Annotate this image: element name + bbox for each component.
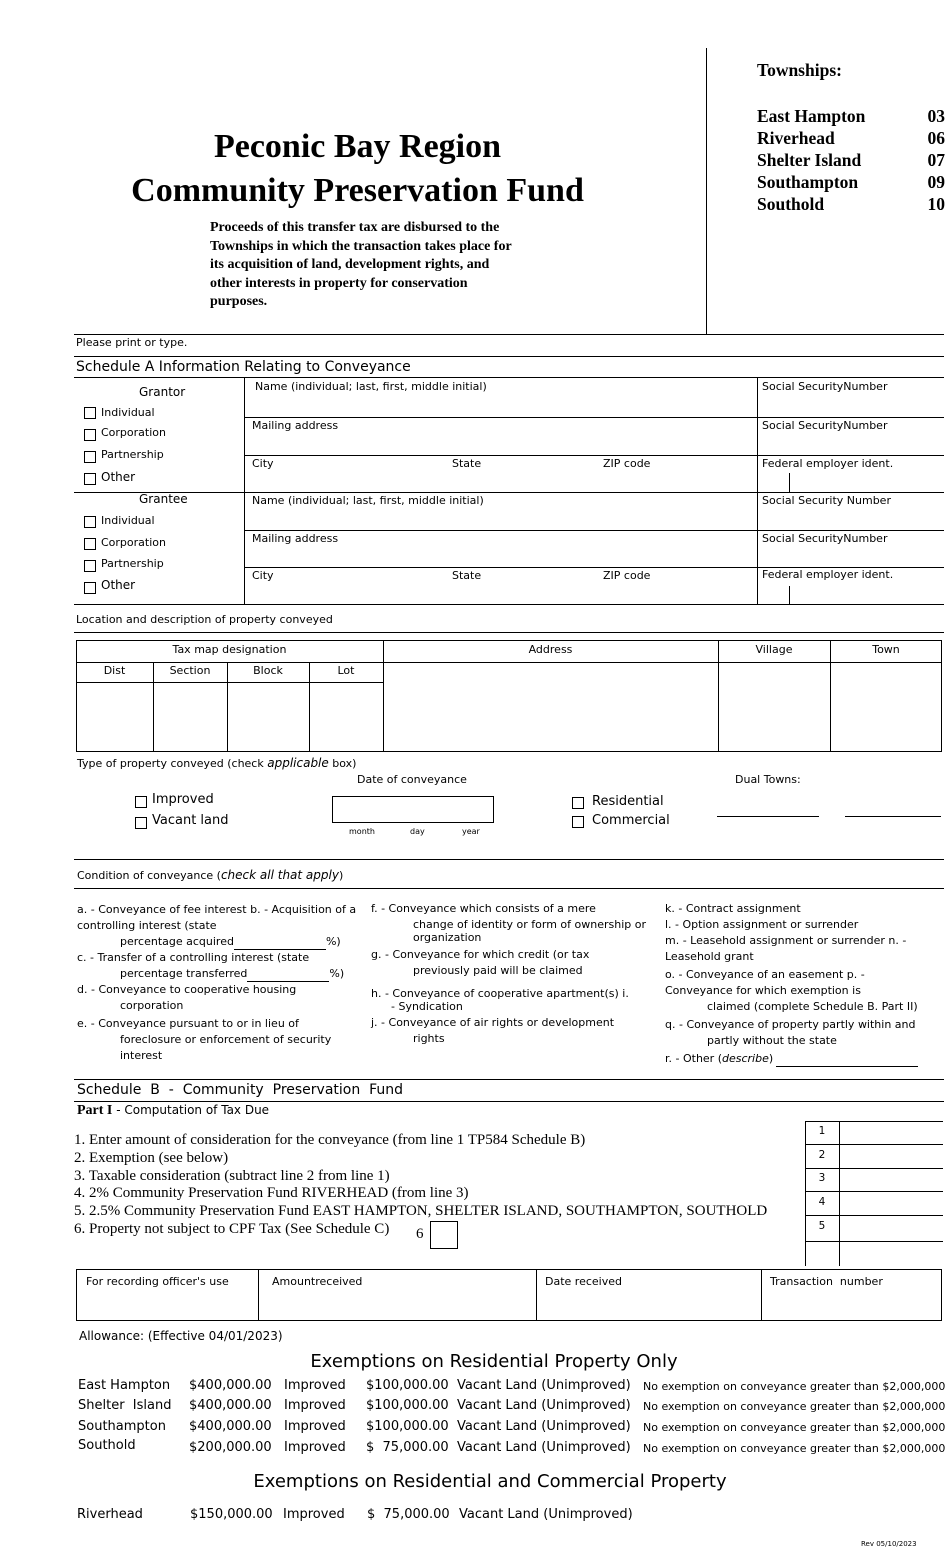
commercial-checkbox[interactable] [572, 816, 584, 828]
year-label: year [462, 827, 480, 836]
condition-column-3: k. - Contract assignment l. - Option assignment or surrender m. - Leasehold assignment or surrender n. - Leasehold grant o. - Conveyance of an easement p. - Conveyance for which exemption is claimed (complete Schedule B. Part II) q. - Conveyance of property partly within and partly without the state r. - Other (describe) [665, 902, 918, 1065]
dual-town-field-1[interactable] [717, 816, 819, 817]
township-row: Southold 10 [757, 194, 945, 214]
amount-received-label: Amountreceived [272, 1275, 363, 1288]
grantee-label: Grantee [139, 492, 188, 506]
section-header: Section [169, 664, 211, 677]
townships-panel [757, 60, 945, 216]
dist-field[interactable] [77, 683, 153, 751]
grantor-ssn2-label: Social SecurityNumber [762, 419, 888, 432]
grantee-individual-label: Individual [101, 514, 155, 527]
residential-checkbox[interactable] [572, 797, 584, 809]
grantor-individual-label: Individual [101, 406, 155, 419]
allowance-label: Allowance: (Effective 04/01/2023) [79, 1329, 283, 1343]
tax-map-header: Tax map designation [172, 643, 287, 656]
grantee-state-label: State [452, 569, 482, 582]
grantee-zip-label: ZIP code [603, 569, 651, 582]
part-i-label: Part I - Computation of Tax Due [77, 1103, 270, 1118]
grantee-city-label: City [252, 569, 274, 582]
residential-commercial-exemptions-title: Exemptions on Residential and Commercial Property [253, 1471, 727, 1492]
line6-checkbox[interactable] [430, 1221, 458, 1249]
percentage-transferred-field[interactable] [247, 970, 329, 982]
form-title-line1: Peconic Bay Region [213, 128, 502, 165]
address-field[interactable] [384, 663, 718, 751]
vacant-land-label: Vacant land [152, 813, 229, 828]
grantee-ssn-label: Social Security Number [762, 494, 891, 507]
grantor-city-label: City [252, 457, 274, 470]
recording-officer-label: For recording officer's use [86, 1275, 229, 1288]
line6-number: 6 [416, 1226, 424, 1242]
township-row: Southampton 09 [757, 172, 945, 192]
grantor-corporation-checkbox[interactable] [84, 429, 96, 441]
grantee-individual-checkbox[interactable] [84, 516, 96, 528]
dual-town-field-2[interactable] [845, 816, 941, 817]
line5-amount-field[interactable] [840, 1216, 942, 1240]
grantor-individual-checkbox[interactable] [84, 407, 96, 419]
grantor-mailing-label: Mailing address [252, 419, 339, 432]
grantee-corporation-label: Corporation [101, 536, 166, 549]
property-type-label: Type of property conveyed (check applicable box) [77, 756, 357, 770]
section-field[interactable] [154, 683, 227, 751]
line4-amount-field[interactable] [840, 1192, 942, 1214]
form-title-line2: Community Preservation Fund [131, 172, 584, 209]
town-field[interactable] [831, 663, 941, 751]
address-header: Address [528, 643, 573, 656]
grantee-other-checkbox[interactable] [84, 582, 96, 594]
grantor-other-checkbox[interactable] [84, 473, 96, 485]
transaction-number-label: Transaction number [770, 1275, 883, 1288]
grantor-partnership-label: Partnership [101, 448, 164, 461]
village-field[interactable] [719, 663, 830, 751]
town-header: Town [872, 643, 900, 656]
lot-header: Lot [337, 664, 355, 677]
grantor-corporation-label: Corporation [101, 426, 166, 439]
grantor-name-label: Name (individual; last, first, middle initial) [255, 380, 487, 393]
other-describe-field[interactable] [776, 1055, 918, 1067]
condition-column-1: a. - Conveyance of fee interest b. - Acquisition of a controlling interest (state percentage acquired %) c. - Transfer of a controlling interest (state percentage transferred %) d. - Conveyance to cooperative housing corporation e. - Conveyance pursuant to or in lieu of foreclosure or enforcement of security interest [77, 903, 357, 1062]
lot-field[interactable] [310, 683, 383, 751]
grantee-ssn2-label: Social SecurityNumber [762, 532, 888, 545]
print-note: Please print or type. [76, 336, 188, 349]
box-number-4: 4 [818, 1196, 826, 1208]
line2-amount-field[interactable] [840, 1145, 942, 1167]
box-number-2: 2 [818, 1149, 826, 1161]
box-number-3: 3 [818, 1172, 826, 1184]
township-row: Riverhead 06 [757, 128, 945, 148]
schedule-b-title: Schedule B - Community Preservation Fund [77, 1082, 404, 1098]
commercial-label: Commercial [592, 813, 670, 828]
line3-amount-field[interactable] [840, 1169, 942, 1191]
grantee-corporation-checkbox[interactable] [84, 538, 96, 550]
township-row: Shelter Island 07 [757, 150, 945, 170]
condition-label: Condition of conveyance (check all that apply) [77, 868, 344, 882]
townships-heading: Townships: [757, 60, 842, 80]
grantee-mailing-label: Mailing address [252, 532, 339, 545]
grantee-fein-label: Federal employer ident. [762, 568, 894, 581]
improved-checkbox[interactable] [135, 796, 147, 808]
line1-amount-field[interactable] [840, 1122, 942, 1144]
grantor-state-label: State [452, 457, 482, 470]
township-row: East Hampton 03 [757, 106, 945, 126]
grantee-other-label: Other [101, 578, 136, 592]
grantor-other-label: Other [101, 470, 136, 484]
revision-label: Rev 05/10/2023 [861, 1540, 917, 1548]
dual-towns-label: Dual Towns: [735, 773, 801, 786]
vacant-land-checkbox[interactable] [135, 817, 147, 829]
dist-header: Dist [103, 664, 126, 677]
day-label: day [410, 827, 425, 836]
location-label: Location and description of property conveyed [76, 613, 333, 626]
grantee-name-label: Name (individual; last, first, middle initial) [252, 494, 484, 507]
grantor-zip-label: ZIP code [603, 457, 651, 470]
grantee-partnership-label: Partnership [101, 557, 164, 570]
header-divider [706, 48, 707, 334]
residential-exemptions-title: Exemptions on Residential Property Only [310, 1351, 678, 1372]
improved-label: Improved [152, 792, 214, 807]
form-description: Proceeds of this transfer tax are disbursed to the Townships in which the transaction takes place for its acquisition of land, development rights, and other interests in property for conservation purposes. [210, 220, 512, 310]
grantee-partnership-checkbox[interactable] [84, 560, 96, 572]
grantor-label: Grantor [139, 385, 186, 399]
grantor-partnership-checkbox[interactable] [84, 451, 96, 463]
block-field[interactable] [228, 683, 309, 751]
form-title [60, 125, 655, 213]
residential-label: Residential [592, 794, 664, 809]
block-header: Block [253, 664, 283, 677]
date-received-label: Date received [545, 1275, 622, 1288]
box-number-1: 1 [818, 1125, 826, 1137]
month-label: month [349, 827, 375, 836]
computation-lines: 1. Enter amount of consideration for the conveyance (from line 1 TP584 Schedule B) 2. Exemption (see below) 3. Taxable consideration (subtract line 2 from line 1) 4. 2% Community Preservation Fund RIVERHEAD (from line 3) 5. 2.5% Community Preservation Fund EAST HAMPTON, SHELTER ISLAND, SOUTHAMPTON, SOUTHOLD 6. Property not subject to CPF Tax (See Schedule C) [74, 1132, 768, 1237]
percentage-acquired-field[interactable] [234, 938, 326, 950]
grantor-ssn-label: Social SecurityNumber [762, 380, 888, 393]
condition-column-2: f. - Conveyance which consists of a mere change of identity or form of ownership or organization g. - Conveyance for which credit (or tax previously paid will be claimed h. - Conveyance of cooperative apartment(s) i. - Syndication j. - Conveyance of air rights or development rights [371, 902, 647, 1045]
date-of-conveyance-label: Date of conveyance [357, 773, 467, 786]
village-header: Village [755, 643, 793, 656]
box-number-5: 5 [818, 1220, 826, 1232]
grantor-fein-label: Federal employer ident. [762, 457, 894, 470]
date-of-conveyance-field[interactable] [332, 796, 494, 823]
schedule-a-title: Schedule A Information Relating to Conveyance [76, 359, 411, 375]
